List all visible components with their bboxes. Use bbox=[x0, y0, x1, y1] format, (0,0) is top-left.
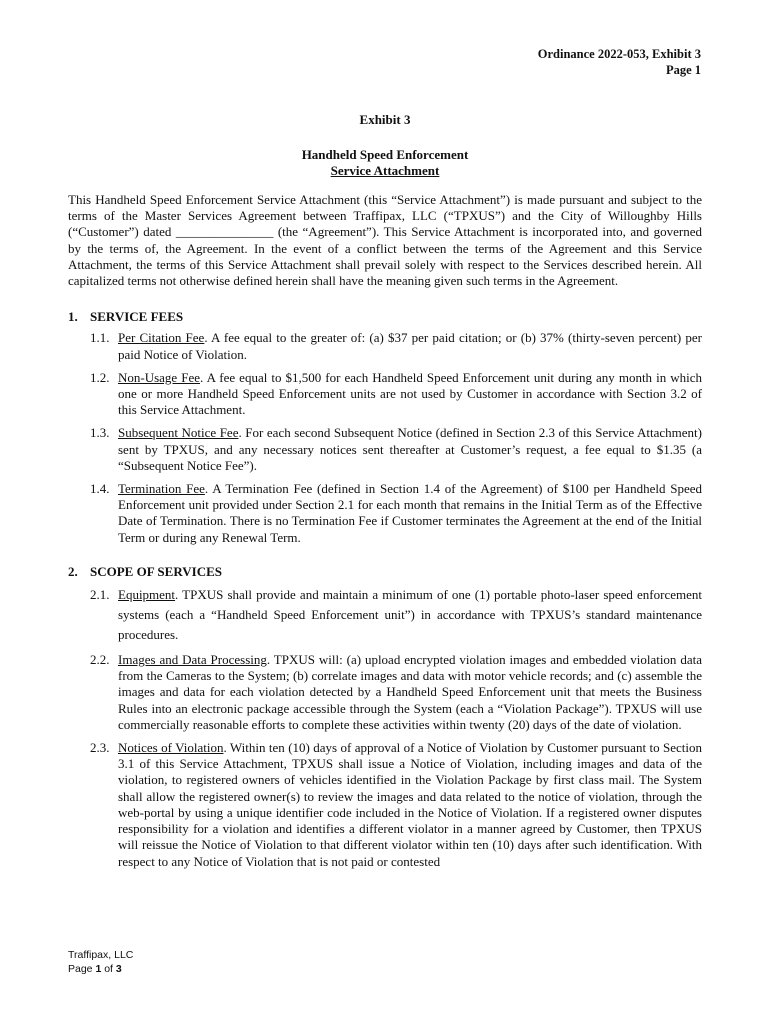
clause-number: 1.2. bbox=[90, 369, 110, 385]
clause-text: . TPXUS will: (a) upload encrypted violation images and embedded violation data from the Cameras to the System; (b) correlate images and data with motor vehicle records; and (c) assemble the images and data for each violation detected by a Handheld Speed Enforcement unit that meets the Business Rules into an electronic package accessible through the System (each a “Violation Package”). TPXUS will use commercially reasonable efforts to complete these activities within twenty (20) days of the date of violation. bbox=[118, 652, 702, 732]
clause-text: . A Termination Fee (defined in Section 1.4 of the Agreement) of $100 per Handheld Speed Enforcement unit provided under Section 2.1 for each month that remains in the Initial Term as of the Effective Date of Termination. There is no Termination Fee if Customer terminates the Agreement at the end of the Initial Term or during any Renewal Term. bbox=[118, 481, 702, 545]
footer-page-num: 1 bbox=[95, 963, 102, 975]
section-1-heading bbox=[68, 309, 702, 325]
clause-2-2 bbox=[90, 652, 702, 733]
clause-text: . Within ten (10) days of approval of a Notice of Violation by Customer pursuant to Section 3.1 of this Service Attachment, TPXUS shall issue a Notice of Violation, including images and data of the violation, to registered owners of vehicles identified in the Violation Package by first class mail. The System shall allow the registered owner(s) to review the images and data related to the notice of violation, through the web-portal by using a unique identifier code included in the Notice of Violation. If a registered owner disputes responsibility for a violation and identifies a different violator in a manner agreed by Customer, then TPXUS will reissue the Notice of Violation to that different violator within ten (10) days after such identification. With respect to any Notice of Violation that is not paid or contested bbox=[118, 740, 702, 869]
document-subheading: Service Attachment bbox=[330, 163, 440, 178]
clause-term: Equipment bbox=[118, 587, 176, 603]
clause-text: . For each second Subsequent Notice (defined in Section 2.3 of this Service Attachment) sent by TPXUS, and any necessary notices sent thereafter at Customer’s request, a fee equal to $1.35 (a “Subsequent Notice Fee”). bbox=[118, 425, 703, 473]
section-number: 2. bbox=[68, 563, 78, 579]
clause-1-1 bbox=[90, 330, 702, 362]
clause-term: Notices of Violation bbox=[118, 740, 224, 756]
document-body bbox=[68, 192, 702, 877]
clause-term: Non-Usage Fee bbox=[118, 369, 201, 385]
clause-term: Images and Data Processing bbox=[118, 652, 267, 668]
page-header bbox=[538, 46, 701, 78]
clause-1-2 bbox=[90, 370, 702, 419]
clause-text: . TPXUS shall provide and maintain a minimum of one (1) portable photo-laser speed enforcement systems (each a “Handheld Speed Enforcement unit”) in accordance with TPXUS’s standard maintenance procedures. bbox=[118, 587, 702, 643]
section-2-heading bbox=[68, 564, 702, 580]
exhibit-title: Exhibit 3 bbox=[359, 112, 411, 127]
page-footer bbox=[68, 948, 133, 976]
clause-term: Per Citation Fee bbox=[118, 330, 205, 346]
document-heading: Handheld Speed Enforcement bbox=[301, 147, 469, 162]
clause-number: 2.3. bbox=[90, 740, 110, 756]
clause-1-4 bbox=[90, 481, 702, 546]
section-title: SCOPE OF SERVICES bbox=[90, 563, 222, 579]
clause-2-3 bbox=[90, 740, 702, 870]
clause-number: 1.3. bbox=[90, 425, 110, 441]
clause-1-3 bbox=[90, 425, 702, 474]
header-page-number: Page 1 bbox=[665, 63, 701, 77]
intro-paragraph: This Handheld Speed Enforcement Service Attachment (this “Service Attachment”) is made pursuant and subject to the terms of the Master Services Agreement between Traffipax, LLC (“TPXUS”) and the City of Willoughby Hills (“Customer”) dated _______________ (the “Agreement”). This Service Attachment is incorporated into, and governed by the terms of, the Agreement. In the event of a conflict between the terms of the Agreement and this Service Attachment, the terms of this Service Attachment shall prevail solely with respect to the Services described herein. All capitalized terms not otherwise defined herein shall have the meaning given such terms in the Agreement. bbox=[68, 192, 702, 289]
clause-number: 2.1. bbox=[90, 587, 110, 603]
clause-number: 1.4. bbox=[90, 481, 110, 497]
footer-page-total: 3 bbox=[115, 963, 122, 975]
clause-term: Subsequent Notice Fee bbox=[118, 425, 239, 441]
footer-page-word: Page bbox=[68, 963, 93, 975]
clause-text: . A fee equal to the greater of: (a) $37 per paid citation; or (b) 37% (thirty-seven percent) per paid Notice of Violation. bbox=[118, 330, 702, 362]
clause-term: Termination Fee bbox=[118, 481, 205, 497]
footer-company: Traffipax, LLC bbox=[68, 949, 134, 961]
section-number: 1. bbox=[68, 309, 78, 325]
clause-number: 2.2. bbox=[90, 652, 110, 668]
clause-text: . A fee equal to $1,500 for each Handheld Speed Enforcement unit during any month in which one or more Handheld Speed Enforcement units are not used by Customer in accordance with Section 3.2 of this Service Attachment. bbox=[118, 369, 702, 418]
clause-2-1 bbox=[90, 585, 702, 645]
clause-number: 1.1. bbox=[90, 330, 110, 346]
footer-of-word: of bbox=[104, 963, 113, 975]
title-block bbox=[0, 112, 770, 179]
section-title: SERVICE FEES bbox=[90, 309, 184, 325]
footer-page-counter bbox=[68, 962, 133, 976]
ordinance-reference: Ordinance 2022-053, Exhibit 3 bbox=[537, 47, 701, 61]
